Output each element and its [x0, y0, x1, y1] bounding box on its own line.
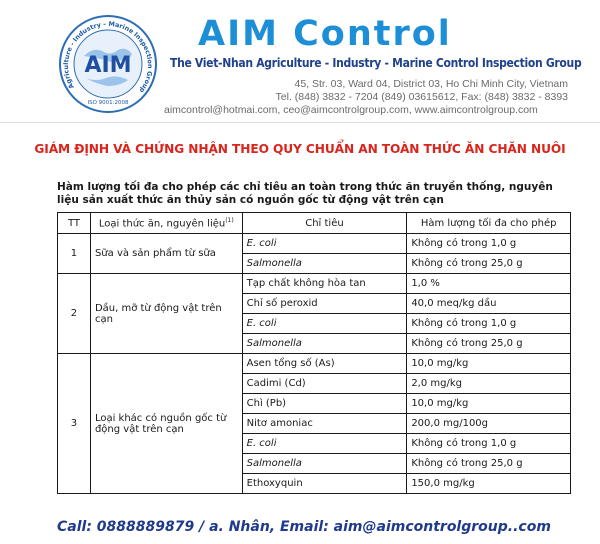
cell-limit: Không có trong 25,0 g: [407, 254, 571, 274]
company-address: 45, Str. 03, Ward 04, District 03, Ho Chi Minh City, Vietnam: [294, 78, 568, 90]
cell-limit: 150,0 mg/kg: [407, 474, 571, 494]
table-row: [58, 234, 571, 254]
table-header-row: [58, 213, 571, 234]
cell-category: Sữa và sản phẩm từ sữa: [90, 234, 242, 274]
cell-indicator: Salmonella: [242, 254, 407, 274]
table-body: [58, 234, 571, 494]
contact-footer: Call: 0888889879 / a. Nhân, Email: aim@aimcontrolgroup..com: [57, 519, 551, 535]
table-row: [58, 354, 571, 374]
header-category: [90, 213, 242, 234]
intro-text: Hàm lượng tối đa cho phép các chỉ tiêu an toàn trong thức ăn truyền thống, nguyên liệu sản xuất thức ăn thủy sản có nguồn gốc từ động vật trên cạn: [57, 181, 553, 206]
cell-indicator: Chì (Pb): [242, 394, 407, 414]
cell-limit: Không có trong 1,0 g: [407, 314, 571, 334]
cell-indicator: Asen tổng số (As): [242, 354, 407, 374]
cell-indicator: E. coli: [242, 234, 407, 254]
letterhead: [0, 0, 600, 120]
safety-limits-table: [57, 212, 571, 494]
cell-indicator: Salmonella: [242, 454, 407, 474]
document-title: GIÁM ĐỊNH VÀ CHỨNG NHẬN THEO QUY CHUẨN AN TOÀN THỨC ĂN CHĂN NUÔI: [34, 142, 566, 156]
cell-limit: 40,0 meq/kg dầu: [407, 294, 571, 314]
header-divider: [0, 122, 600, 123]
header-category-label: Loại thức ăn, nguyên liệu: [98, 218, 226, 230]
header-indicator: Chỉ tiêu: [242, 213, 407, 234]
cell-limit: Không có trong 25,0 g: [407, 454, 571, 474]
cell-tt: 3: [58, 354, 91, 494]
cell-indicator: Tạp chất không hòa tan: [242, 274, 407, 294]
cell-indicator: E. coli: [242, 314, 407, 334]
cell-indicator: Cadimi (Cd): [242, 374, 407, 394]
cell-tt: 2: [58, 274, 91, 354]
cell-limit: 2,0 mg/kg: [407, 374, 571, 394]
brand-tagline: The Viet-Nhan Agriculture - Industry - Marine Control Inspection Group: [170, 56, 582, 70]
cell-category: Dầu, mỡ từ động vật trên cạn: [90, 274, 242, 354]
company-phones: Tel. (848) 3832 - 7204 (849) 03615612, Fax: (848) 3832 - 8393: [275, 91, 568, 103]
header-category-note: (1): [225, 216, 234, 224]
cell-limit: Không có trong 25,0 g: [407, 334, 571, 354]
cell-limit: 10,0 mg/kg: [407, 394, 571, 414]
cell-indicator: E. coli: [242, 434, 407, 454]
cell-limit: Không có trong 1,0 g: [407, 234, 571, 254]
header-tt: TT: [58, 213, 91, 234]
aim-logo-icon: [56, 12, 160, 116]
company-emails: aimcontrol@hotmai.com, ceo@aimcontrolgroup.com, www.aimcontrolgroup.com: [164, 104, 538, 116]
cell-limit: 10,0 mg/kg: [407, 354, 571, 374]
logo-ring-text: Agriculture - Industry - Marine Inspection Group: [61, 19, 155, 95]
cell-indicator: Salmonella: [242, 334, 407, 354]
cell-limit: 200,0 mg/100g: [407, 414, 571, 434]
cell-tt: 1: [58, 234, 91, 274]
cell-limit: 1,0 %: [407, 274, 571, 294]
cell-indicator: Ethoxyquin: [242, 474, 407, 494]
table-row: [58, 274, 571, 294]
logo-iso: ISO 9001:2008: [87, 100, 129, 106]
cell-limit: Không có trong 1,0 g: [407, 434, 571, 454]
brand-name: AIM Control: [198, 14, 452, 54]
cell-category: Loại khác có nguồn gốc từ động vật trên cạn: [90, 354, 242, 494]
header-limit: Hàm lượng tối đa cho phép: [407, 213, 571, 234]
logo-text: AIM: [84, 53, 132, 78]
cell-indicator: Chỉ số peroxid: [242, 294, 407, 314]
cell-indicator: Nitơ amoniac: [242, 414, 407, 434]
